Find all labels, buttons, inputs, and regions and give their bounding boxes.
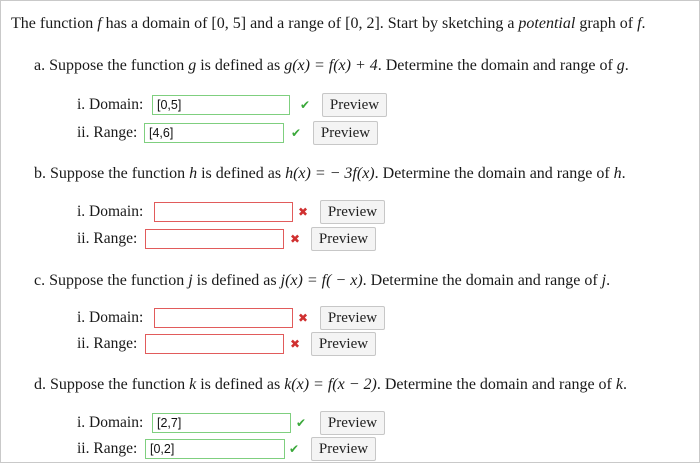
part-b-formula: h(x) = − 3f(x) [285, 165, 375, 182]
part-a-range-preview-button[interactable]: Preview [313, 121, 378, 145]
part-c-domain-preview-button[interactable]: Preview [320, 306, 385, 330]
part-d-domain-label: i. Domain: [77, 414, 144, 431]
part-b-function-name: h [189, 165, 198, 182]
cross-icon: ✖ [298, 311, 309, 325]
part-d-formula: k(x) = f(x − 2) [284, 376, 377, 393]
intro-function-name: f [97, 15, 102, 32]
check-icon: ✔ [289, 442, 300, 456]
part-d-function-name: k [615, 376, 623, 393]
part-c-domain-label: i. Domain: [77, 309, 144, 326]
part-c-text: . Determine the domain and range of [362, 272, 602, 289]
part-b-range-label: ii. Range: [77, 230, 138, 247]
part-a-domain-label: i. Domain: [77, 96, 144, 113]
cross-icon: ✖ [290, 337, 301, 351]
part-a-domain-input[interactable]: [0,5] [152, 95, 290, 115]
part-d-range-label: ii. Range: [77, 440, 138, 457]
part-c-range-input[interactable] [145, 334, 284, 354]
check-icon: ✔ [291, 126, 302, 140]
part-a-domain-preview-button[interactable]: Preview [322, 93, 387, 117]
part-d-text: is defined as [196, 376, 285, 393]
part-d-text: . Determine the domain and range of [376, 376, 616, 393]
part-d-text: . [622, 376, 627, 393]
intro-text: has a domain of [101, 15, 212, 32]
part-c-function-name: j [601, 272, 607, 289]
part-a-question [34, 56, 629, 76]
part-a-text: is defined as [196, 57, 285, 74]
intro-range: [0, 2] [345, 15, 380, 32]
part-c-question [34, 271, 610, 291]
part-d-question [34, 375, 627, 395]
part-a-range-input[interactable]: [4,6] [144, 123, 284, 143]
part-c-domain-input[interactable] [154, 308, 293, 328]
part-c-text: . [606, 272, 611, 289]
part-a-formula: g(x) = f(x) + 4 [284, 57, 378, 74]
part-b-function-name: h [613, 165, 622, 182]
part-c-formula: j(x) = f( − x) [280, 272, 363, 289]
intro-text: and a range of [246, 15, 346, 32]
part-a-text: . Determine the domain and range of [377, 57, 617, 74]
question-intro [11, 14, 646, 34]
part-c-range-label: ii. Range: [77, 335, 138, 352]
cross-icon: ✖ [290, 232, 301, 246]
part-d-range-input[interactable]: [0,2] [145, 439, 285, 459]
part-b-range-preview-button[interactable]: Preview [311, 227, 376, 251]
part-b-text: is defined as [197, 165, 286, 182]
intro-emphasis: potential [518, 15, 576, 32]
part-c-function-name: j [188, 272, 193, 289]
check-icon: ✔ [296, 416, 307, 430]
part-b-text: . Determine the domain and range of [374, 165, 614, 182]
intro-text: . Start by sketching a [379, 15, 519, 32]
cross-icon: ✖ [298, 205, 309, 219]
part-c-range-preview-button[interactable]: Preview [311, 332, 376, 356]
part-d-text: d. Suppose the function [34, 376, 190, 393]
part-a-text: . [624, 57, 629, 74]
intro-domain: [0, 5] [211, 15, 247, 32]
part-b-domain-preview-button[interactable]: Preview [320, 200, 385, 224]
part-b-domain-input[interactable] [154, 202, 293, 222]
part-a-function-name: g [616, 57, 625, 74]
part-b-text: b. Suppose the function [34, 165, 190, 182]
part-b-text: . [621, 165, 626, 182]
part-b-range-input[interactable] [145, 229, 284, 249]
part-d-domain-input[interactable]: [2,7] [152, 413, 291, 433]
part-a-text: a. Suppose the function [34, 57, 189, 74]
part-b-question [34, 164, 626, 184]
check-icon: ✔ [300, 98, 311, 112]
part-b-domain-label: i. Domain: [77, 203, 144, 220]
part-d-function-name: k [189, 376, 197, 393]
intro-text: graph of [575, 15, 638, 32]
intro-function-name: f [637, 15, 642, 32]
part-a-function-name: g [188, 57, 197, 74]
part-c-text: is defined as [192, 272, 281, 289]
part-d-domain-preview-button[interactable]: Preview [320, 411, 385, 435]
part-c-text: c. Suppose the function [34, 272, 189, 289]
part-d-range-preview-button[interactable]: Preview [311, 437, 376, 461]
intro-text: . [641, 15, 646, 32]
intro-text: The function [11, 15, 98, 32]
part-a-range-label: ii. Range: [77, 124, 138, 141]
